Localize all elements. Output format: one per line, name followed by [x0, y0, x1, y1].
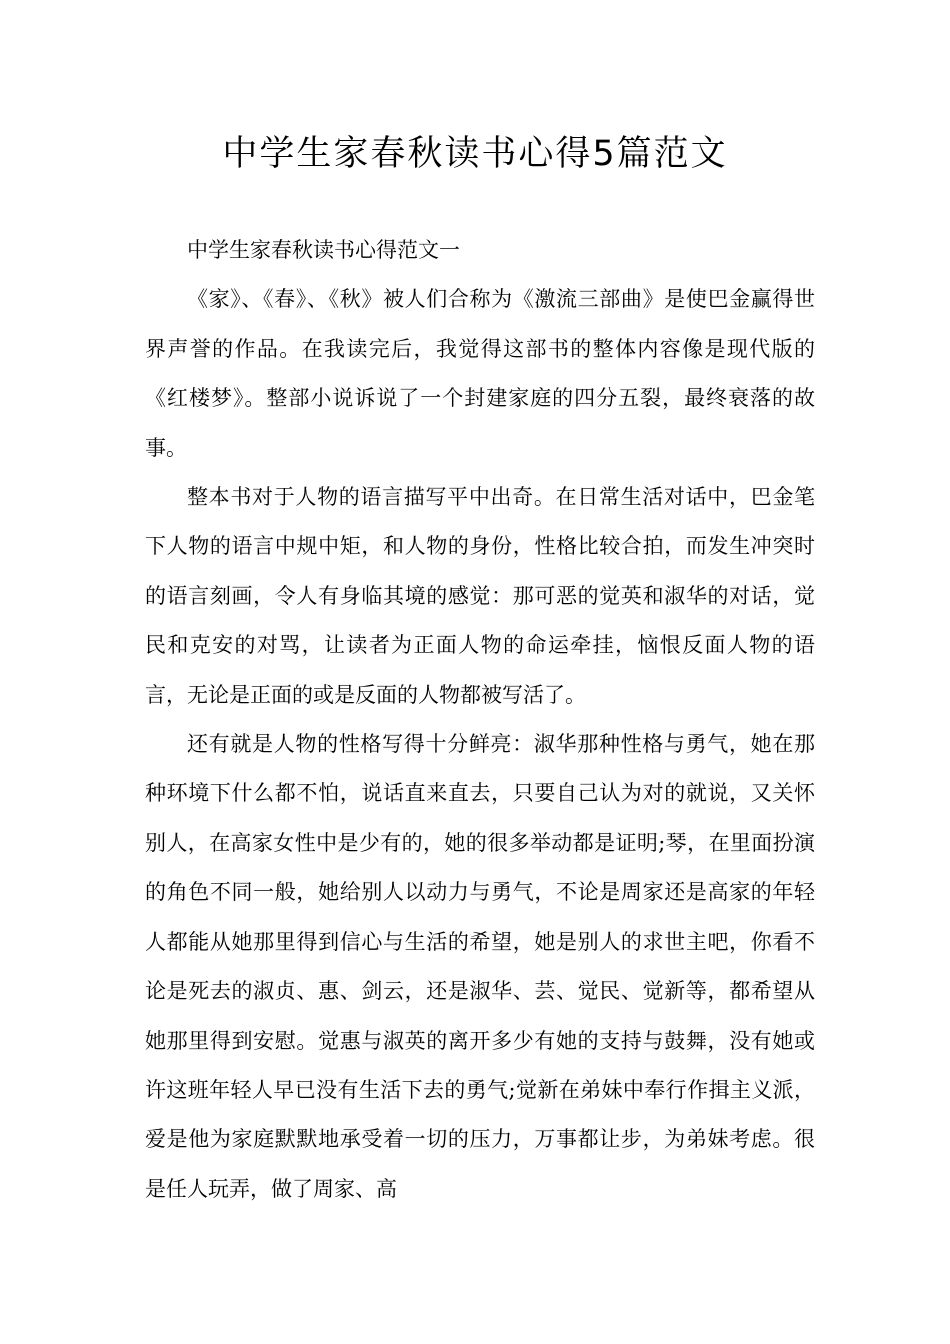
document-body	[145, 226, 815, 1214]
document-title: 中学生家春秋读书心得5篇范文	[222, 134, 728, 174]
section-heading: 中学生家春秋读书心得范文一	[187, 238, 460, 262]
paragraph: 《家》、《春》、《秋》被人们合称为《激流三部曲》是使巴金赢得世界声誉的作品。在我读完后，我觉得这部书的整体内容像是现代版的《红楼梦》。整部小说诉说了一个封建家庭的四分五裂，最终衰落的故事。	[145, 287, 815, 460]
paragraph: 还有就是人物的性格写得十分鲜亮：淑华那种性格与勇气，她在那种环境下什么都不怕，说话直来直去，只要自己认为对的就说，又关怀别人，在高家女性中是少有的，她的很多举动都是证明;琴，在里面扮演的角色不同一般，她给别人以动力与勇气，不论是周家还是高家的年轻人都能从她那里得到信心与生活的希望，她是别人的求世主吧，你看不论是死去的淑贞、惠、剑云，还是淑华、芸、觉民、觉新等，都希望从她那里得到安慰。觉惠与淑英的离开多少有她的支持与鼓舞，没有她或许这班年轻人早已没有生活下去的勇气;觉新在弟妹中奉行作揖主义派，爱是他为家庭默默地承受着一切的压力，万事都让步，为弟妹考虑。很是任人玩弄，做了周家、高	[145, 732, 815, 1201]
paragraph: 整本书对于人物的语言描写平中出奇。在日常生活对话中，巴金笔下人物的语言中规中矩，和人物的身份，性格比较合拍，而发生冲突时的语言刻画，令人有身临其境的感觉：那可恶的觉英和淑华的对话，觉民和克安的对骂，让读者为正面人物的命运牵挂，恼恨反面人物的语言，无论是正面的或是反面的人物都被写活了。	[145, 485, 815, 707]
